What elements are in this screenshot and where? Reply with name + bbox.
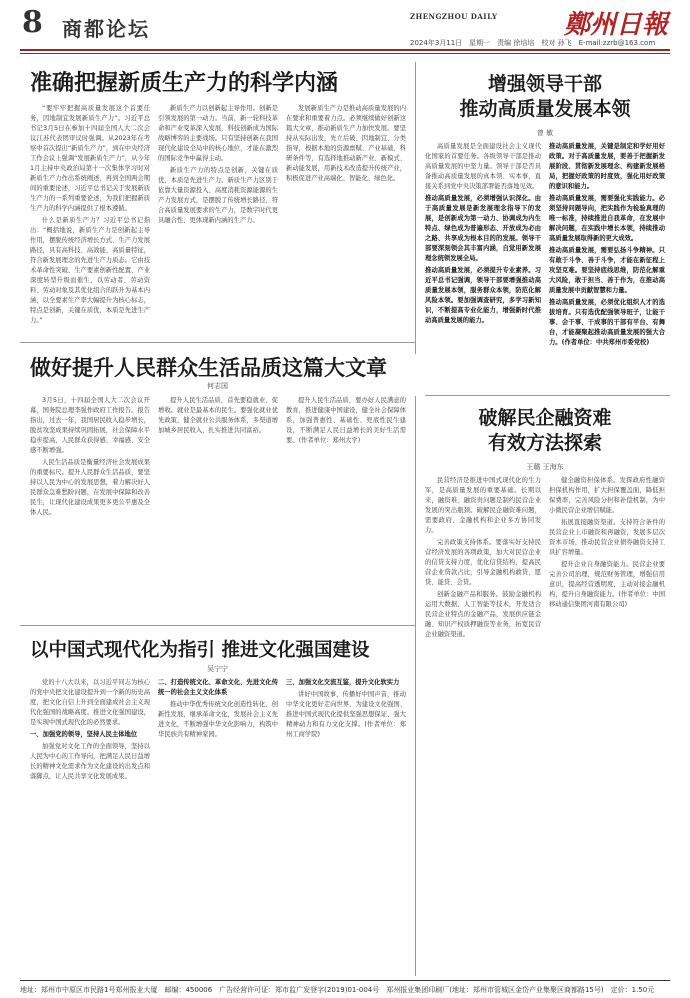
article-4-title-line-2: 有效方法探索 (487, 432, 602, 454)
section-divider (20, 342, 415, 343)
article-1-title: 准确把握新质生产力的科学内涵 (30, 71, 339, 96)
column-divider-lower (415, 396, 416, 976)
issue-meta: 2024年3月11日 星期一 责编 徐培培 校对 孙飞 E-mail:zzrb@163.com (410, 39, 656, 47)
article-1-col-2: 新质生产力以创新起主导作用。创新是引领发展的第一动力。当前，新一轮科技革命和产业变革深入发展，科技创新成为国际战略博弈的主要战场。只有坚持创新在我国现代化建设全局中的核心地位，才能在激烈的国际竞争中赢得主动。 新质生产力的特点是创新，关键在质优，本质是先进生产力。新质生产力区别于依靠大量资源投入、高度消耗资源能源的生产力发展方式，是摆脱了传统增长路径、符合高质量发展要求的生产力，是数字时代更具融合性、更体现新内涵的生产力。 (158, 105, 278, 224)
article-4-title-line-1: 破解民企融资难 (478, 407, 612, 429)
article-4-col-1: 民营经济是推进中国式现代化的生力军，是高质量发展的重要基础。长期以来，融资难、融资贵问题是制约民营企业发展的突出瓶颈。破解民企融资难问题，需要政府、金融机构和企业多方协同发力。 完善政策支持体系。要落实好支持民营经济发展的各项政策，加大对民营企业的信贷支持力度，优化信贷结构，提高民营企业贷款占比，引导金融机构敢贷、愿贷、能贷、会贷。 创新金融产品和服务。鼓励金融机构运用大数据、人工智能等技术，开发适合民营企业特点的金融产品，发展供应链金融、知识产权质押融资等业务，拓宽民营企业融资渠道。 (425, 477, 541, 638)
article-2-col-2: 推动高质量发展，关键是制定和学好用好政策。对于高质量发展，要善于把握新发展阶段、贯彻新发展理念、构建新发展格局，把握好政策的时度效，强化用好政策的意识和能力。 推动高质量发展，需要强化实践能力。必须坚持问题导向，把实践作为检验真理的唯一标准，持续推进自我革命，在发展中解决问题，在实践中增长本领，持续推动高质量发展取得新的更大成效。 推动高质量发展，需要弘扬斗争精神。只有敢于斗争、善于斗争，才能在新征程上攻坚克难。要坚持底线思维，防范化解重大风险，敢于担当、善于作为，在推动高质量发展中贡献智慧和力量。 推动高质量发展，必须优化组织人才的选拔培育。只有选优配强领导班子，让能干事、会干事、干成事的干部有平台、有舞台，才能凝聚起推动高质量发展的强大合力。(作者单位：中共郑州市委党校) (549, 143, 665, 346)
article-2-title-line-1: 增强领导干部 (487, 73, 602, 95)
paper-english-name: ZHENGZHOU DAILY (410, 12, 498, 21)
page-number: 8 (22, 5, 43, 40)
footer-rule (20, 980, 670, 981)
article-4-title (425, 406, 665, 456)
article-2-col-1: 高质量发展是全面建设社会主义现代化国家的首要任务。各级领导干部是推动高质量发展的中坚力量。领导干部是否具备推动高质量发展的真本领、实本事，直接关系到党中央决策部署能否落地见效。 推动高质量发展，必须增强认识深化。由于高质量发展是新发展理念指导下的发展，是创新成为第一动力、协调成为内生特点、绿色成为普遍形态、开放成为必由之路、共享成为根本目的的发展。领导干部要深刻领会其丰富内涵，自觉用新发展理念统领发展全局。 推动高质量发展，必须提升专业素养。习近平总书记强调，领导干部要增强推动高质量发展本领，服务群众本领，防范化解风险本领。要加强调查研究，多学习新知识，不断提高专业化能力，增强新时代推动高质量发展的能力。 (425, 143, 541, 324)
header-rule-thin (20, 53, 670, 54)
article-4-byline: 王璐 王海东 (526, 463, 564, 471)
article-1-col-1: “要牢牢把握高质量发展这个首要任务，因地制宜发展新质生产力”。习近平总书记3月5日在参加十四届全国人大二次会议江苏代表团审议时强调。从2023年在考察中首次提出“新质生产力”，到在中央经济工作会议上强调“发展新质生产力”，从今年1月主持中央政治局第十一次集体学习时对新质生产力作出系统阐述，再到全国两会期间的重要论述，习近平总书记关于发展新质生产力的一系列重要论述，为我们把握新质生产力的科学内涵提供了根本遵循。 什么是新质生产力？习近平总书记指出：“概括地说，新质生产力是创新起主导作用，摆脱传统经济增长方式、生产力发展路径，具有高科技、高效能、高质量特征，符合新发展理念的先进生产力质态。它由技术革命性突破、生产要素创新性配置、产业深度转型升级而催生，以劳动者、劳动资料、劳动对象及其优化组合的跃升为基本内涵，以全要素生产率大幅提升为核心标志，特点是创新，关键在质优，本质是先进生产力。” (30, 105, 150, 324)
article-3-title: 做好提升人民群众生活品质这篇大文章 (30, 356, 387, 380)
article-3-col-1: 3月5日，十四届全国人大二次会议开幕，国务院总理李强作政府工作报告。报告指出，过去一年，我国居民收入稳步增长，脱贫攻坚成果持续巩固拓展，社会保障水平稳步提高，人民群众获得感、幸福感、安全感不断增强。 人民生活品质是衡量经济社会发展成果的重要标尺。提升人民群众生活品质，要坚持以人民为中心的发展思想，着力解决好人民群众急难愁盼问题，在发展中保障和改善民生，让现代化建设成果更多更公平惠及全体人民。 (30, 397, 150, 516)
page-footer: 地址：郑州市中原区市民路1号郑州报业大厦 邮编：450006 广告经营许可证：郑市监广发登字(2019)01-004号 郑州报业集团印刷厂(地址：郑州市管城区金岱产业集聚区商都路15号) 定价：1.50元 (20, 986, 655, 994)
article-1-col-3: 发展新质生产力是推动高质量发展的内在要求和重要着力点。必须继续做好创新这篇大文章，推动新质生产力加快发展。要坚持从实际出发，先立后破、因地制宜、分类指导，根据本地的资源禀赋、产业基础、科研条件等，有选择地推动新产业、新模式、新动能发展，用新技术改造提升传统产业，积极促进产业高端化、智能化、绿色化。 (286, 105, 406, 182)
section-name: 商都论坛 (62, 17, 150, 41)
article-3-col-2: 提升人民生活品质，首先要稳就业、促增收。就业是最基本的民生。要强化就业优先政策，健全就业公共服务体系，多渠道增加城乡居民收入，扎实推进共同富裕。 (158, 397, 278, 434)
article-3-byline: 何志国 (207, 382, 228, 390)
article-2-title (425, 72, 665, 122)
article-5-col-3: 三、加强文化交流互鉴，提升文化软实力 讲好中国故事，传播好中国声音，推动中华文化更好走向世界，为建设文化强国、推进中国式现代化提供坚强思想保证、强大精神动力和有力文化支撑。(作者单位：郑州工商学院) (286, 679, 406, 738)
section-divider-right (425, 395, 670, 396)
column-divider (415, 62, 416, 354)
article-2-title-line-2: 推动高质量发展本领 (459, 98, 631, 120)
article-4-col-2: 健全融资担保体系。发挥政府性融资担保机构作用，扩大担保覆盖面，降低担保费率，完善风险分担和补偿机制，为中小微民营企业增信赋能。 拓展直接融资渠道。支持符合条件的民营企业上市融资和再融资，发展多层次资本市场，推动民营企业债券融资支持工具扩容增量。 提升企业自身融资能力。民营企业要完善公司治理，规范财务管理，增强信用意识，提高经营透明度，主动对接金融机构，提升自身融资能力。(作者单位：中国移动通信集团河南有限公司) (549, 477, 665, 608)
article-3-col-3: 提升人民生活品质，要办好人民满意的教育，推进健康中国建设，健全社会保障体系，加强普惠性、基础性、兜底性民生建设，不断满足人民日益增长的美好生活需要。(作者单位：郑州大学) (286, 397, 406, 444)
article-5-col-2: 二、打造传统文化、革命文化、先进文化传统一的社会主义文化体系 推动中华优秀传统文化创造性转化、创新性发展，继承革命文化，发展社会主义先进文化，不断增强中华文化影响力，构筑中华民族共有精神家园。 (158, 679, 278, 738)
page-header (0, 0, 690, 56)
article-5-title: 以中国式现代化为指引 推进文化强国建设 (30, 640, 370, 661)
article-2-byline: 曾 敏 (536, 129, 554, 137)
header-rule (20, 49, 670, 51)
newspaper-logo: 鄭州日報 (563, 10, 668, 40)
article-5-col-1: 党的十八大以来，以习近平同志为核心的党中央把文化建设提升到一个新的历史高度，把文化自信上升到全面建成社会主义现代化强国的战略高度。推进文化强国建设，是实现中国式现代化的必然要求。 一、加强党的领导，坚持人民主体地位 加强党对文化工作的全面领导，坚持以人民为中心的工作导向，把满足人民日益增长的精神文化需求作为文化建设的出发点和落脚点，让人民共享文化发展成果。 (30, 679, 150, 780)
article-5-byline: 吴宁宁 (207, 665, 228, 673)
section-divider-2 (20, 625, 415, 626)
